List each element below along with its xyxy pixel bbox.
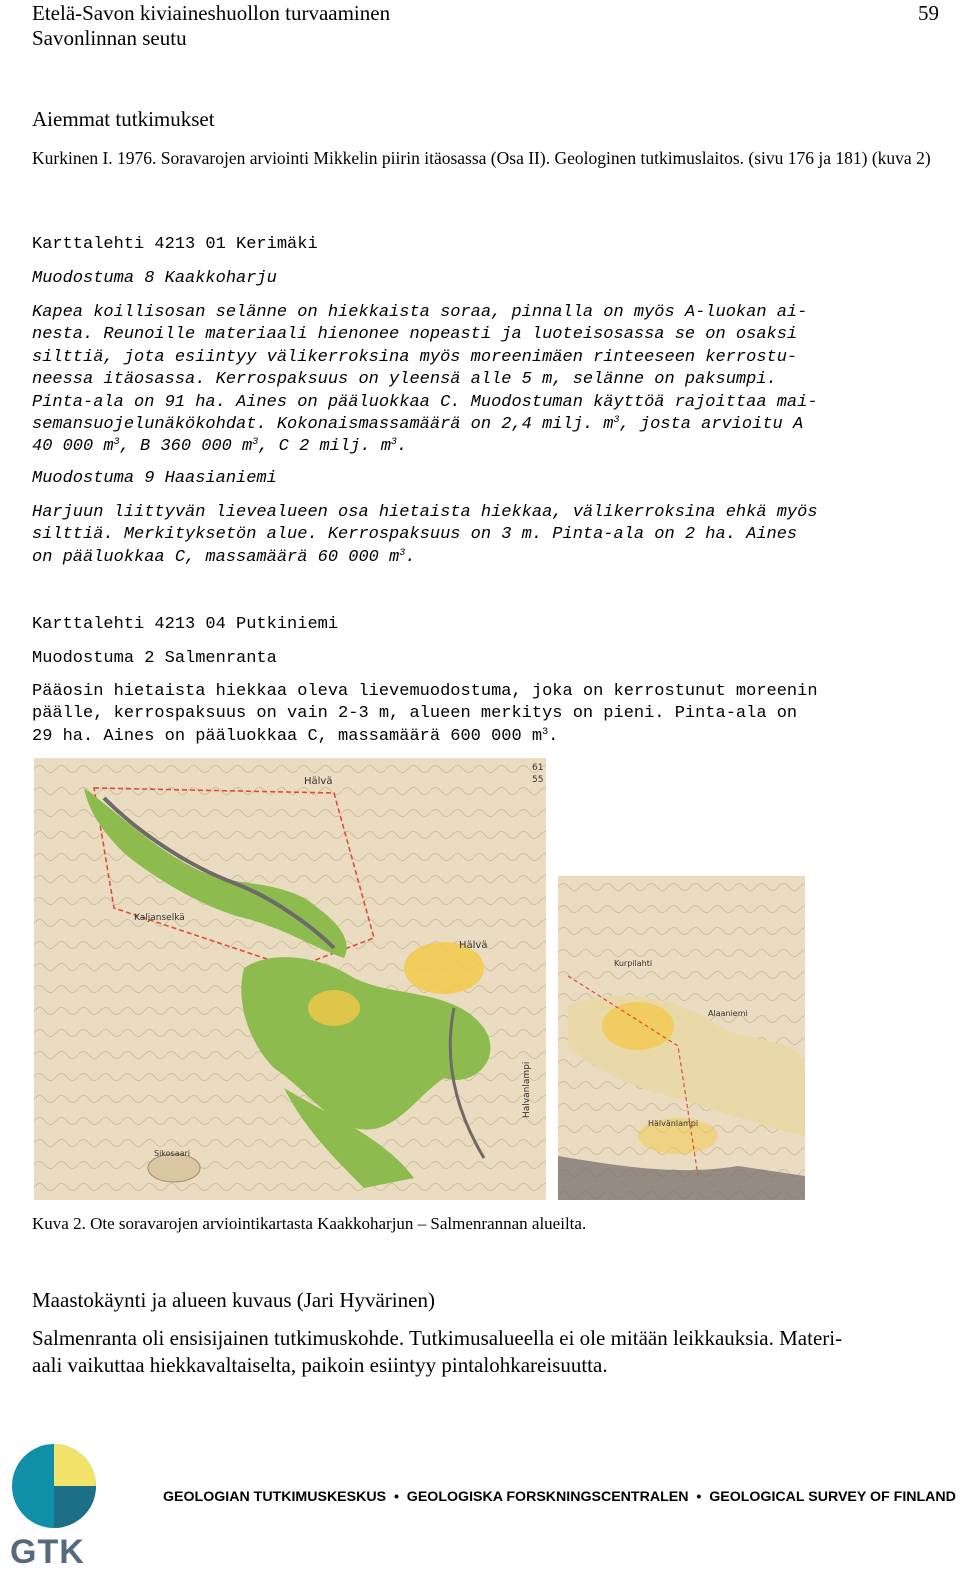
- map-left-drawing: [34, 758, 546, 1200]
- superscript: 3: [542, 726, 549, 738]
- text-line: neessa itäosassa. Kerrospaksuus on yleensä alle 5 m, selänne on paksumpi.: [32, 370, 777, 390]
- header-subtitle: Savonlinnan seutu: [32, 26, 187, 50]
- text-fragment: , josta arvioitu A: [619, 415, 804, 435]
- text-fragment: 29 ha. Aines on pääluokkaa C, massamäärä 600 000 m: [32, 726, 543, 746]
- field-visit-text: [32, 1325, 942, 1379]
- superscript: 3: [113, 437, 120, 449]
- text-line: [32, 547, 818, 569]
- gtk-globe-icon: [6, 1440, 98, 1536]
- island: [148, 1154, 200, 1182]
- text-line: [32, 436, 818, 458]
- reference-citation: Kurkinen I. 1976. Soravarojen arviointi Mikkelin piirin itäosassa (Osa II). Geologinen tutkimuslaitos. (sivu 176 ja 181) (kuva 2): [32, 148, 931, 168]
- text-line: aali vaikuttaa hiekkavaltaiselta, paikoin esiintyy pintalohkareisuutta.: [32, 1353, 608, 1377]
- formation-9-title: Muodostuma 9 Haasianiemi: [32, 469, 277, 488]
- page-number: 59: [918, 1, 939, 25]
- text-line: Pinta-ala on 91 ha. Aines on pääluokkaa C. Muodostuman käyttöä rajoittaa mai-: [32, 392, 818, 412]
- sand-area: [308, 990, 360, 1026]
- footer-institutions: GEOLOGIAN TUTKIMUSKESKUS • GEOLOGISKA FORSKNINGSCENTRALEN • GEOLOGICAL SURVEY OF FINLAND: [163, 1489, 956, 1505]
- map-label: Halvanlampi: [522, 1061, 532, 1118]
- formation-2-title: Muodostuma 2 Salmenranta: [32, 649, 277, 668]
- text-line: [32, 414, 818, 436]
- map-label: Hälvä: [459, 940, 488, 951]
- gtk-logo-text: GTK: [10, 1533, 85, 1571]
- text-line: päälle, kerrospaksuus on vain 2-3 m, alueen merkitys on pieni. Pinta-ala on: [32, 704, 798, 724]
- text-fragment: , C 2 milj. m: [258, 437, 391, 457]
- map-label: 55: [532, 775, 544, 785]
- header-title: Etelä-Savon kiviaineshuollon turvaaminen: [32, 1, 391, 25]
- map-label: Sikosaari: [154, 1149, 191, 1158]
- map-label: Alaaniemi: [708, 1009, 748, 1018]
- gravel-resource-map-right: [558, 876, 805, 1200]
- text-fragment: .: [405, 547, 416, 567]
- formation-2-description: [32, 681, 818, 748]
- text-line: Salmenranta oli ensisijainen tutkimuskohde. Tutkimusalueella ei ole mitään leikkauksia. Materi-: [32, 1326, 843, 1350]
- formation-8-title: Muodostuma 8 Kaakkoharju: [32, 269, 277, 288]
- figure-caption: Kuva 2. Ote soravarojen arviointikartasta Kaakkoharjun – Salmenrannan alueilta.: [32, 1214, 587, 1233]
- map-right-drawing: [558, 876, 805, 1200]
- formation-9-description: [32, 502, 818, 569]
- text-fragment: on pääluokkaa C, massamäärä 60 000 m: [32, 547, 400, 567]
- text-fragment: , B 360 000 m: [119, 437, 253, 457]
- sand-area: [602, 1002, 674, 1050]
- map-label: 61: [532, 763, 544, 773]
- gravel-resource-map-left: [34, 758, 546, 1200]
- text-line: Harjuun liittyvän lievealueen osa hietaista hiekkaa, välikerroksina ehkä myös: [32, 503, 818, 522]
- text-fragment: .: [396, 437, 408, 457]
- section-heading-previous-studies: Aiemmat tutkimukset: [32, 107, 215, 131]
- map-sheet-title-kerimaki: Karttalehti 4213 01 Kerimäki: [32, 235, 318, 254]
- text-line: silttiä. Merkityksetön alue. Kerrospaksuus on 3 m. Pinta-ala on 2 ha. Aines: [32, 525, 798, 545]
- superscript: 3: [390, 437, 397, 449]
- text-fragment: 40 000 m: [32, 437, 114, 457]
- map-label: Kaljanselkä: [134, 913, 185, 923]
- map-label: Kurpilahti: [614, 959, 653, 968]
- map-label: Hälvä: [304, 776, 333, 787]
- superscript: 3: [252, 437, 259, 449]
- section-heading-field-visit: Maastokäynti ja alueen kuvaus (Jari Hyvärinen): [32, 1288, 435, 1312]
- text-line: Kapea koillisosan selänne on hiekkaista soraa, pinnalla on myös A-luokan ai-: [32, 303, 808, 322]
- text-line: Pääosin hietaista hiekkaa oleva lievemuodostuma, joka on kerrostunut moreenin: [32, 682, 818, 701]
- superscript: 3: [399, 547, 406, 559]
- text-fragment: .: [548, 726, 559, 746]
- map-label: Hälvänlampi: [648, 1119, 699, 1128]
- map-sheet-title-putkiniemi: Karttalehti 4213 04 Putkiniemi: [32, 615, 339, 634]
- formation-8-description: [32, 302, 818, 459]
- text-fragment: semansuojelunäkökohdat. Kokonaismassamäärä on 2,4 milj. m: [32, 415, 614, 435]
- superscript: 3: [613, 415, 620, 427]
- text-line: [32, 726, 818, 748]
- text-line: nesta. Reunoille materiaali hienonee nopeasti ja luoteisosassa se on osaksi: [32, 325, 798, 345]
- text-line: silttiä, jota esiintyy välikerroksina myös moreenimäen rinteeseen kerrostu-: [32, 347, 798, 367]
